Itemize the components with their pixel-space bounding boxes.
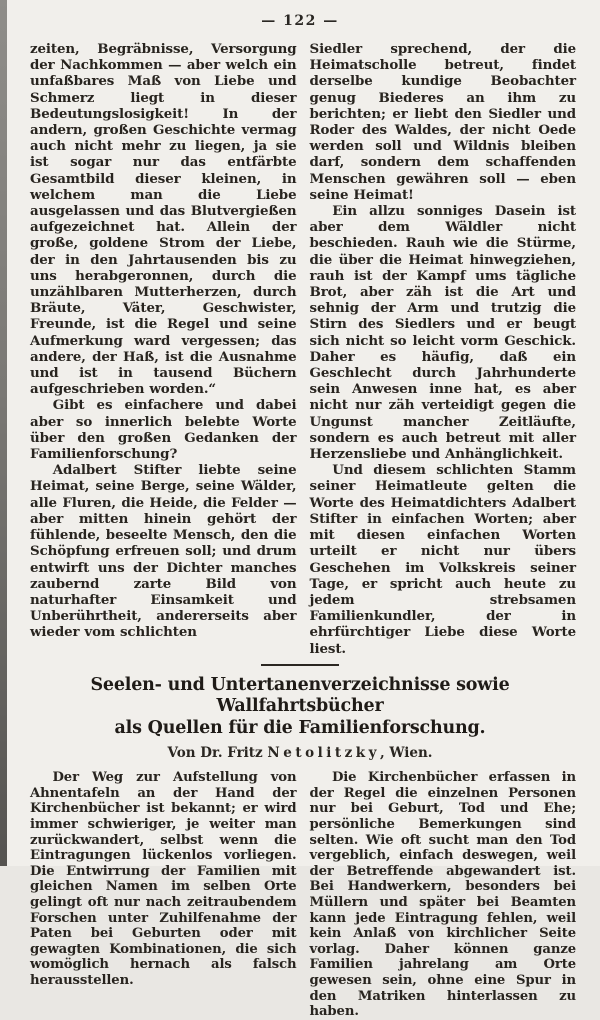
paragraph: Adalbert Stifter liebte seine Heimat, seine Berge, seine Wälder, alle Fluren, die Heide, die Felder — aber mitten hinein gehört der fühlende, beseelte Mensch, den die Schöpfung erfreuen soll; und drum entwirft uns der Dichter manches zaubernd zarte Bild von naturhafter Einsamkeit und Unberührtheit, andererseits aber wieder vom schlichten xyxy=(30,462,297,641)
section-divider-rule xyxy=(261,664,339,666)
top-left-column xyxy=(30,41,297,657)
article-title xyxy=(14,675,586,740)
bottom-right-column xyxy=(310,770,577,1020)
page-number: — 122 — xyxy=(261,13,339,29)
bottom-left-column xyxy=(30,770,297,1020)
top-section xyxy=(0,41,600,657)
article-title-line2: als Quellen für die Familienforschung. xyxy=(114,717,486,738)
paragraph: zeiten, Begräbnisse, Versorgung der Nachkommen — aber welch ein unfaßbares Maß von Liebe und Schmerz liegt in dieser Bedeutungslosigkeit! In der andern, großen Geschichte vermag auch nicht mehr zu liegen, ja sie ist sogar nur das entfärbte Gesamtbild dieser kleinen, in welchem man die Liebe ausgelassen und das Blutvergießen aufgezeichnet hat. Allein der große, goldene Strom der Liebe, der in den Jahrtausenden bis zu uns herabgeronnen, durch die unzählbaren Mutterherzen, durch Bräute, Väter, Geschwister, Freunde, ist die Regel und seine Aufmerkung ward vergessen; das andere, der Haß, ist die Ausnahme und ist in tausend Büchern aufgeschrieben worden.“ xyxy=(30,41,297,398)
paragraph: Der Weg zur Aufstellung von Ahnentafeln an der Hand der Kirchenbücher ist bekannt; er wird immer schwieriger, je weiter man zurückwandert, selbst wenn die Eintragungen lückenlos vorliegen. Die Entwirrung der Familien mit gleichen Namen im selben Orte gelingt oft nur nach zeitraubendem Forschen unter Zuhilfenahme der Paten bei Geburten oder mit gewagten Kombinationen, die sich womöglich hernach als falsch herausstellen. xyxy=(30,770,297,988)
paragraph: Ein allzu sonniges Dasein ist aber dem Wäldler nicht beschieden. Rauh wie die Stürme, die über die Heimat hinwegziehen, rauh ist der Kampf ums tägliche Brot, aber zäh ist die Art und sehnig der Arm und trutzig die Stirn des Siedlers und er beugt sich nicht so leicht vorm Geschick. Daher es häufig, daß ein Geschlecht durch Jahrhunderte sein Anwesen inne hat, es aber nicht nur zäh verteidigt gegen die Ungunst mancher Zeitläufte, sondern es auch betreut mit aller Herzensliebe und Anhänglichkeit. xyxy=(309,203,576,463)
paragraph: Gibt es einfachere und dabei aber so innerlich belebte Worte über den großen Gedanken der Familienforschung? xyxy=(30,397,297,463)
article-title-line1: Seelen- und Untertanenverzeichnisse sowie Wallfahrtsbücher xyxy=(90,674,510,717)
byline-suffix: , Wien. xyxy=(379,745,433,762)
article-byline xyxy=(0,745,600,761)
bottom-section xyxy=(0,770,600,1020)
scan-edge-strip xyxy=(0,0,7,866)
top-right-column xyxy=(310,41,577,657)
byline-author-name: Netolitzky xyxy=(267,745,380,762)
paragraph: Und diesem schlichten Stamm seiner Heimatleute gelten die Worte des Heimatdichters Adalbert Stifter in einfachen Worten; aber mit diesen einfachen Worten urteilt er nicht nur übers Geschehen im Volkskreis seiner Tage, er spricht auch heute zu jedem strebsamen Familienkundler, der in ehrfürchtiger Liebe diese Worte liest. xyxy=(309,462,576,657)
paragraph: Siedler sprechend, der die Heimatscholle betreut, findet derselbe kundige Beobachter genug Biederes an ihm zu berichten; er liebt den Siedler und Roder des Waldes, der nicht Oede werden soll und Wildnis bleiben darf, sondern dem schaffenden Menschen gewähren soll — eben seine Heimat! xyxy=(309,41,576,203)
byline-prefix: Von Dr. Fritz xyxy=(167,745,268,762)
paragraph: Die Kirchenbücher erfassen in der Regel die einzelnen Personen nur bei Geburt, Tod und Ehe; persönliche Bemerkungen sind selten. Wie oft sucht man den Tod vergeblich, einfach deswegen, weil der Betreffende abgewandert ist. Bei Handwerkern, besonders bei Müllern und später bei Beamten kann jede Eintragung fehlen, weil kein Anlaß von kirchlicher Seite vorlag. Daher können ganze Familien jahrelang am Orte gewesen sein, ohne eine Spur in den Matriken hinterlassen zu haben. xyxy=(309,770,576,1020)
